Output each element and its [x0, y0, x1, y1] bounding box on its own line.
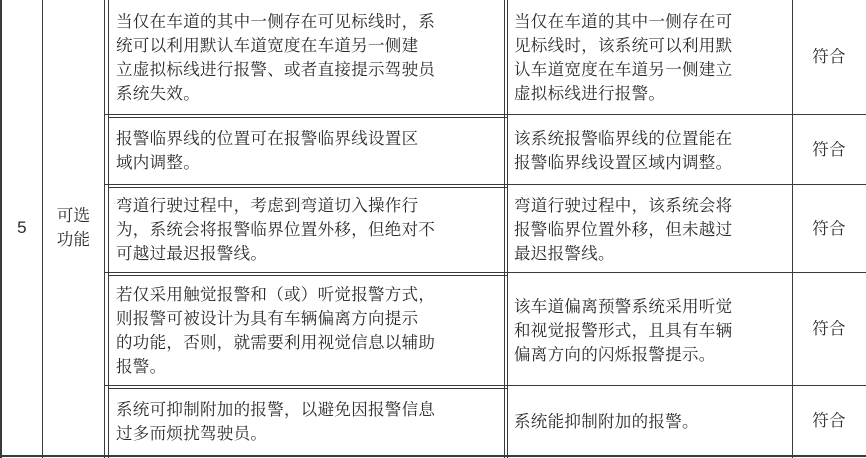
- row-divider-4: [104, 385, 866, 386]
- conclusion-cell: 符合: [812, 218, 846, 238]
- result-line: 系统能抑制附加的报警。: [514, 412, 699, 431]
- result-line: 认车道宽度在车道另一侧建立: [514, 60, 733, 79]
- requirement-line: 当仅在车道的其中一侧存在可见标线时，系: [116, 12, 436, 31]
- requirement-cell: [112, 2, 504, 114]
- inner-frame-left: [108, 0, 109, 458]
- requirement-line: 的功能，否则，就需要利用视觉信息以辅助: [116, 332, 436, 352]
- result-line: 见标线时，该系统可以利用默: [514, 36, 733, 55]
- result-line: 弯道行驶过程中，该系统会将: [514, 196, 733, 215]
- result-cell: [510, 188, 792, 272]
- result-line: 虚拟标线进行报警。: [514, 84, 666, 103]
- result-cell: [510, 276, 792, 385]
- row-divider-3: [104, 272, 866, 273]
- requirement-line: 则报警可被设计为具有车辆偏离方向提示: [116, 308, 419, 328]
- requirement-line: 立虚拟标线进行报警、或者直接提示驾驶员: [116, 60, 436, 79]
- requirement-line: 报警临界线的位置可在报警临界线设置区: [116, 129, 419, 148]
- requirement-cell: [112, 118, 504, 184]
- requirement-line: 可越过最迟报警线。: [116, 244, 268, 263]
- row-number: 5: [17, 217, 27, 237]
- requirement-line: 系统可抑制附加的报警，以避免因报警信息: [116, 400, 436, 419]
- requirement-line: 为，系统会将报警临界位置外移，但绝对不: [116, 220, 436, 239]
- result-line: 偏离方向的闪烁报警提示。: [514, 344, 716, 364]
- category-label: [43, 0, 104, 455]
- requirement-cell: [112, 276, 504, 385]
- conclusion-cell: 符合: [812, 47, 846, 66]
- result-line: 该系统报警临界线的位置能在: [514, 129, 733, 148]
- result-cell: [510, 389, 792, 455]
- requirement-line: 弯道行驶过程中，考虑到弯道切入操作行: [116, 196, 419, 215]
- result-cell: [510, 2, 792, 114]
- table-bottom: [0, 455, 866, 457]
- result-cell: [510, 118, 792, 184]
- result-line: 和视觉报警形式，且具有车辆: [514, 320, 733, 340]
- requirement-cell: [112, 188, 504, 272]
- conclusion-cell: 符合: [812, 139, 846, 159]
- conclusion-cell: 符合: [812, 319, 846, 338]
- result-line: 最迟报警线。: [514, 244, 615, 263]
- result-line: 报警临界线设置区域内调整。: [514, 153, 733, 172]
- requirement-line: 报警。: [116, 356, 167, 376]
- row-divider-1: [104, 114, 866, 115]
- result-line: 当仅在车道的其中一侧存在可: [514, 12, 733, 31]
- result-line: 该车道偏离预警系统采用听觉: [514, 296, 733, 316]
- requirement-line: 统可以利用默认车道宽度在车道另一侧建: [116, 36, 419, 55]
- column-divider-category: [104, 0, 105, 458]
- requirement-line: 系统失效。: [116, 84, 200, 103]
- requirement-cell: [112, 389, 504, 455]
- conclusion-cell: 符合: [812, 410, 846, 430]
- category-line: 功能: [56, 229, 91, 249]
- row-divider-2: [104, 184, 866, 185]
- result-line: 报警临界位置外移，但未越过: [514, 220, 733, 239]
- inner-frame-right: [507, 0, 508, 458]
- category-line: 可选: [56, 205, 91, 225]
- requirement-line: 域内调整。: [116, 153, 200, 172]
- column-divider-requirement: [504, 0, 505, 458]
- requirement-line: 若仅采用触觉报警和（或）听觉报警方式，: [116, 284, 436, 304]
- requirement-line: 过多而烦扰驾驶员。: [116, 424, 268, 443]
